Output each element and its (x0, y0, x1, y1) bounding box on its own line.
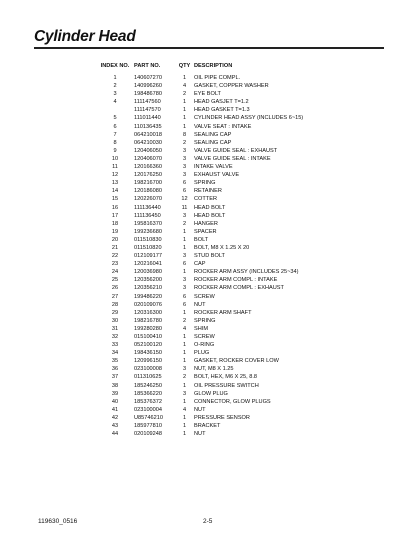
part-no-cell: 011510830 (134, 236, 162, 243)
index-cell: 19 (111, 228, 119, 235)
qty-cell: 11 (181, 204, 188, 211)
table-row (96, 252, 354, 260)
qty-cell: 1 (182, 382, 187, 389)
qty-cell: 1 (182, 398, 187, 405)
part-no-cell: 120226070 (134, 196, 162, 203)
index-cell: 43 (111, 423, 119, 430)
qty-cell: 6 (182, 301, 187, 308)
description-cell: COTTER (194, 196, 217, 203)
table-row (96, 309, 354, 317)
qty-cell: 1 (182, 423, 187, 430)
qty-cell: 12 (181, 196, 188, 203)
index-cell: 31 (111, 325, 119, 332)
part-no-cell: 198216780 (134, 317, 162, 324)
description-cell: INTAKE VALVE (194, 164, 233, 171)
description-cell: NUT (194, 406, 206, 413)
description-cell: GLOW PLUG (194, 390, 228, 397)
description-cell: NUT (194, 301, 206, 308)
index-cell: 18 (111, 220, 119, 227)
description-cell: HEAD BOLT (194, 212, 226, 219)
table-row (96, 106, 354, 114)
index-cell: 6 (113, 123, 117, 130)
qty-cell: 1 (182, 334, 187, 340)
part-no-cell: 011510820 (134, 244, 162, 251)
table-row (96, 244, 354, 252)
qty-cell: 4 (182, 325, 187, 332)
part-no-cell: 064210018 (134, 131, 162, 138)
index-cell: 10 (111, 155, 119, 162)
part-no-cell: 185376372 (134, 398, 162, 405)
qty-cell: 3 (182, 164, 187, 171)
column-header-description: DESCRIPTION (194, 63, 233, 70)
column-header-part-no: PART NO. (134, 63, 161, 70)
description-cell: GASKET, ROCKER COVER LOW (194, 358, 279, 365)
description-cell: SEALING CAP (194, 131, 232, 138)
index-cell: 29 (111, 309, 119, 316)
qty-cell: 4 (182, 406, 187, 413)
part-no-cell: 110136435 (134, 123, 162, 130)
part-no-cell: 185977810 (134, 423, 162, 430)
table-row (96, 90, 354, 98)
table-row (96, 276, 354, 284)
table-row (96, 373, 354, 381)
index-cell (96, 106, 134, 114)
description-cell: SCREW (194, 293, 215, 300)
part-no-cell: 120176250 (134, 172, 162, 179)
index-cell: 25 (111, 277, 119, 284)
description-cell: HEAD GASKET T=1.3 (194, 107, 250, 114)
table-row (96, 147, 354, 155)
qty-cell: 2 (182, 374, 187, 381)
index-cell: 44 (111, 431, 119, 438)
table-row (96, 349, 354, 357)
table-row (96, 398, 354, 406)
description-cell: CYLINDER HEAD ASSY (INCLUDES 6~15) (194, 115, 304, 122)
qty-cell: 6 (182, 188, 187, 195)
index-cell: 15 (111, 196, 119, 203)
index-cell: 42 (111, 414, 119, 421)
part-no-cell: 198216700 (134, 180, 162, 187)
part-no-cell: 120036980 (134, 269, 162, 276)
qty-cell: 3 (182, 277, 187, 284)
index-cell: 17 (111, 212, 119, 219)
part-no-cell: 111147570 (134, 107, 161, 114)
qty-cell: 2 (182, 139, 187, 146)
description-cell: SCREW (194, 334, 215, 340)
table-header-row (96, 62, 354, 74)
table-row (96, 284, 354, 292)
qty-cell: 1 (182, 228, 187, 235)
part-no-cell: 120996150 (134, 358, 162, 365)
part-no-cell: 111147560 (134, 99, 161, 106)
footer-page-number: 2-5 (203, 518, 213, 525)
part-no-cell: 111136440 (134, 204, 161, 211)
table-row (96, 268, 354, 276)
qty-cell: 1 (182, 107, 187, 114)
index-cell: 34 (111, 350, 119, 357)
description-cell: O-RING (194, 342, 215, 349)
table-row (96, 390, 354, 398)
description-cell: BOLT (194, 236, 209, 243)
description-cell: PRESSURE SENSOR (194, 414, 250, 421)
table-row (96, 325, 354, 333)
description-cell: ROCKER ARM COMPL : EXHAUST (194, 285, 284, 292)
description-cell: BOLT, HEX, M6 X 25, 8.8 (194, 374, 258, 381)
description-cell: OIL PRESSURE SWITCH (194, 382, 259, 389)
qty-cell: 3 (182, 390, 187, 397)
part-no-cell: 120186080 (134, 188, 162, 195)
part-no-cell: 052100120 (134, 342, 162, 349)
description-cell: SPACER (194, 228, 217, 235)
qty-cell: 6 (182, 293, 187, 300)
part-no-cell: 140996260 (134, 83, 162, 90)
table-row (96, 301, 354, 309)
part-no-cell: 198486780 (134, 91, 162, 98)
qty-cell: 1 (182, 414, 187, 421)
part-no-cell: 120166360 (134, 164, 162, 171)
qty-cell: 1 (182, 358, 187, 365)
table-row (96, 204, 354, 212)
table-row (96, 179, 354, 187)
description-cell: BOLT, M8 X 1.25 X 20 (194, 244, 250, 251)
description-cell: NUT, M8 X 1.25 (194, 366, 234, 373)
qty-cell: 1 (182, 115, 187, 122)
part-no-cell: 111136450 (134, 212, 161, 219)
index-cell: 12 (111, 172, 119, 179)
part-no-cell: 199236680 (134, 228, 162, 235)
table-row (96, 212, 354, 220)
description-cell: VALVE SEAT : INTAKE (194, 123, 252, 130)
qty-cell: 1 (182, 431, 187, 438)
qty-cell: 6 (182, 261, 187, 268)
table-row (96, 123, 354, 131)
qty-cell: 1 (182, 342, 187, 349)
table-row (96, 341, 354, 349)
part-no-cell: 198436150 (134, 350, 162, 357)
table-row (96, 430, 354, 438)
table-row (96, 155, 354, 163)
qty-cell: 3 (182, 285, 187, 292)
description-cell: SPRING (194, 180, 216, 187)
index-cell: 20 (111, 236, 119, 243)
table-row (96, 187, 354, 195)
qty-cell: 1 (182, 75, 187, 81)
description-cell: ROCKER ARM COMPL : INTAKE (194, 277, 278, 284)
part-no-cell: 185366220 (134, 390, 162, 397)
index-cell: 4 (113, 99, 117, 106)
part-no-cell: 020109248 (134, 431, 162, 438)
description-cell: HEAD GASJET T=1.2 (194, 99, 249, 106)
description-cell: PLUG (194, 350, 210, 357)
description-cell: EYE BOLT (194, 91, 221, 98)
qty-cell: 6 (182, 180, 187, 187)
table-row (96, 114, 354, 122)
description-cell: CAP (194, 261, 206, 268)
description-cell: ROCKER ARM SHAFT (194, 309, 252, 316)
column-header-index: INDEX NO. (100, 63, 130, 70)
table-row (96, 98, 354, 106)
footer-doc-number: 119630_0516 (38, 518, 78, 525)
index-cell: 28 (111, 301, 119, 308)
index-cell: 40 (111, 398, 119, 405)
qty-cell: 1 (182, 99, 187, 106)
description-cell: SHIM (194, 325, 208, 332)
table-row (96, 260, 354, 268)
parts-table (96, 62, 354, 438)
part-no-cell: 120356200 (134, 277, 162, 284)
index-cell: 3 (113, 91, 117, 98)
part-no-cell: 015100410 (134, 334, 162, 340)
table-row (96, 139, 354, 147)
description-cell: VALVE GUIDE SEAL : INTAKE (194, 155, 271, 162)
index-cell: 26 (111, 285, 119, 292)
part-no-cell: 011310625 (134, 374, 162, 381)
part-no-cell: 120316300 (134, 309, 162, 316)
table-row (96, 333, 354, 341)
index-cell: 35 (111, 358, 119, 365)
qty-cell: 2 (182, 220, 187, 227)
qty-cell: 1 (182, 350, 187, 357)
index-cell: 24 (111, 269, 119, 276)
part-no-cell: 185246250 (134, 382, 162, 389)
table-row (96, 406, 354, 414)
qty-cell: 3 (182, 172, 187, 179)
part-no-cell: 120216041 (134, 261, 162, 268)
table-row (96, 171, 354, 179)
description-cell: VALVE GUIDE SEAL : EXHAUST (194, 147, 278, 154)
index-cell: 14 (111, 188, 119, 195)
table-row (96, 195, 354, 203)
index-cell: 36 (111, 366, 119, 373)
index-cell: 21 (111, 244, 119, 251)
table-row (96, 317, 354, 325)
index-cell: 2 (113, 83, 117, 90)
description-cell: RETAINER (194, 188, 222, 195)
description-cell: SEALING CAP (194, 139, 232, 146)
part-no-cell: 120406050 (134, 147, 162, 154)
table-row (96, 74, 354, 82)
part-no-cell: U85746210 (134, 414, 163, 421)
description-cell: OIL PIPE COMPL. (194, 75, 241, 81)
description-cell: BRACKET (194, 423, 221, 430)
page-title: Cylinder Head (34, 28, 136, 45)
part-no-cell: 012109177 (134, 253, 162, 260)
index-cell: 33 (111, 342, 119, 349)
part-no-cell: 195816370 (134, 220, 162, 227)
index-cell: 8 (113, 139, 117, 146)
part-no-cell: 023100004 (134, 406, 162, 413)
qty-cell: 3 (182, 253, 187, 260)
column-header-qty: QTY (178, 63, 191, 70)
table-row (96, 365, 354, 373)
table-row (96, 220, 354, 228)
index-cell: 38 (111, 382, 119, 389)
index-cell: 13 (111, 180, 119, 187)
qty-cell: 1 (182, 309, 187, 316)
table-row (96, 382, 354, 390)
part-no-cell: 120356210 (134, 285, 162, 292)
parts-table-body (96, 74, 354, 438)
description-cell: HANGER (194, 220, 218, 227)
part-no-cell: 120406070 (134, 155, 162, 162)
description-cell: GASKET, COPPER WASHER (194, 83, 269, 90)
table-row (96, 228, 354, 236)
index-cell: 30 (111, 317, 119, 324)
index-cell: 39 (111, 390, 119, 397)
description-cell: NUT (194, 431, 206, 438)
table-row (96, 414, 354, 422)
index-cell: 7 (113, 131, 117, 138)
table-row (96, 422, 354, 430)
index-cell: 41 (111, 406, 119, 413)
qty-cell: 3 (182, 212, 187, 219)
qty-cell: 2 (182, 317, 187, 324)
qty-cell: 2 (182, 91, 187, 98)
qty-cell: 3 (182, 155, 187, 162)
description-cell: STUD BOLT (194, 253, 225, 260)
qty-cell: 8 (182, 131, 187, 138)
description-cell: HEAD BOLT (194, 204, 226, 211)
qty-cell: 1 (182, 236, 187, 243)
qty-cell: 1 (182, 123, 187, 130)
table-row (96, 357, 354, 365)
qty-cell: 1 (182, 269, 187, 276)
index-cell: 22 (111, 253, 119, 260)
part-no-cell: 064210030 (134, 139, 162, 146)
table-row (96, 82, 354, 90)
index-cell: 27 (111, 293, 119, 300)
table-row (96, 293, 354, 301)
index-cell: 23 (111, 261, 119, 268)
part-no-cell: 111011440 (134, 115, 161, 122)
part-no-cell: 199280280 (134, 325, 162, 332)
index-cell: 11 (112, 164, 118, 171)
table-row (96, 163, 354, 171)
table-row (96, 131, 354, 139)
index-cell: 1 (113, 75, 117, 81)
table-row (96, 236, 354, 244)
description-cell: ROCKER ARM ASSY (INCLUDES 25~34) (194, 269, 299, 276)
description-cell: EXHAUST VALVE (194, 172, 240, 179)
part-no-cell: 020109076 (134, 301, 162, 308)
index-cell: 5 (113, 115, 117, 122)
index-cell: 9 (113, 147, 117, 154)
qty-cell: 3 (182, 147, 187, 154)
description-cell: CONNECTOR, GLOW PLUGS (194, 398, 271, 405)
part-no-cell: 140607270 (134, 75, 162, 81)
qty-cell: 1 (182, 244, 187, 251)
index-cell: 16 (111, 204, 119, 211)
qty-cell: 3 (182, 366, 187, 373)
description-cell: SPRING (194, 317, 216, 324)
qty-cell: 4 (182, 83, 187, 90)
part-no-cell: 199486220 (134, 293, 162, 300)
index-cell: 32 (111, 334, 119, 340)
title-rule (34, 47, 384, 49)
part-no-cell: 023100008 (134, 366, 162, 373)
index-cell: 37 (111, 374, 119, 381)
